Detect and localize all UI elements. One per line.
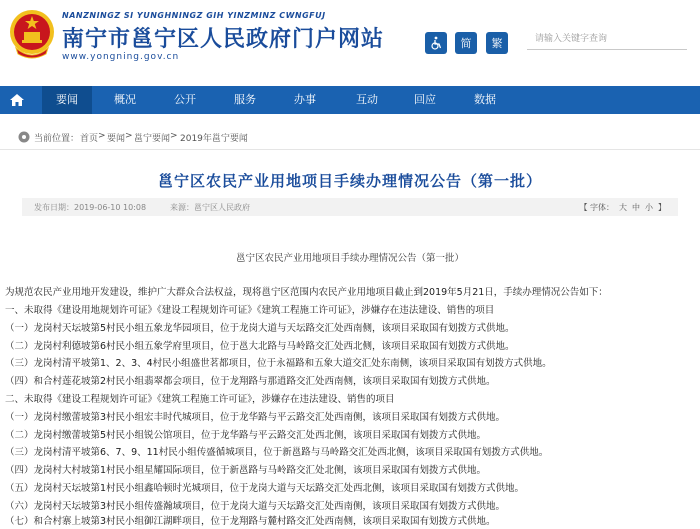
site-pinyin: NANZNINGZ SI YUNGHNINGZ GIH YINZMINZ CWNGFUJ <box>62 11 326 20</box>
breadcrumb <box>0 124 700 150</box>
nav-item-affairs[interactable]: 办事 <box>294 93 316 106</box>
font-size-small-button[interactable]: 小 <box>645 203 653 212</box>
article-paragraph: （三）龙岗村清平坡第1、2、3、4村民小组盛世茗都项目，位于永福路和五象大道交汇处东南侧，该项目采取国有划拨方式供地。 <box>5 358 552 369</box>
article-paragraph: 一、未取得《建设用地规划许可证》《建设工程规划许可证》《建筑工程施工许可证》，涉嫌存在违法建设、销售的项目 <box>5 305 495 316</box>
article-paragraph: （七）和合村寨上坡第3村民小组御江湖畔项目，位于龙翔路与麓村路交汇处西南侧，该项目采取国有划拨方式供地。 <box>5 516 496 527</box>
article-paragraph: （四）龙岗村大村坡第1村民小组星耀国际项目，位于新邕路与马岭路交汇处北侧，该项目采取国有划拨方式供地。 <box>5 465 487 476</box>
national-emblem-icon <box>8 8 56 60</box>
article-paragraph: 为规范农民产业用地开发建设，维护广大群众合法权益，现将邕宁区范围内农民产业用地项目截止到2019年5月21日，手续办理情况公告如下： <box>5 287 608 298</box>
breadcrumb-local-news[interactable]: 邕宁要闻 <box>134 134 171 144</box>
breadcrumb-separator: > <box>170 131 178 141</box>
article-paragraph: （四）和合村莲花坡第2村民小组翡翠都会项目，位于龙翔路与那逍路交汇处西南侧，该项目采取国有划拨方式供地。 <box>5 376 496 387</box>
article-paragraph: （二）龙岗村缴蕾坡第5村民小组锐公馆项目，位于龙华路与平云路交汇处西北侧，该项目采取国有划拨方式供地。 <box>5 430 487 441</box>
article-paragraph: （三）龙岗村清平坡第6、7、9、11村民小组传盛循城项目，位于新邕路与马岭路交汇处西北侧，该项目采取国有划拨方式供地。 <box>5 447 549 458</box>
nav-item-data[interactable]: 数据 <box>474 93 496 106</box>
publish-time: 发布日期：2019-06-10 10:08 <box>34 203 147 212</box>
search-input[interactable] <box>527 28 687 50</box>
breadcrumb-home[interactable]: 首页 <box>80 134 99 144</box>
nav-item-service[interactable]: 服务 <box>234 93 256 106</box>
font-size-control <box>579 202 666 213</box>
article-title: 邕宁区农民产业用地项目手续办理情况公告（第一批） <box>157 172 542 190</box>
font-size-close: 】 <box>658 203 666 212</box>
font-size-large-button[interactable]: 大 <box>619 203 627 212</box>
location-icon <box>18 131 30 143</box>
article-source: 来源：邕宁区人民政府 <box>170 203 250 212</box>
breadcrumb-prefix: 当前位置： <box>34 134 80 144</box>
article-meta-bar <box>22 198 678 216</box>
article-paragraph: （二）龙岗村利德坡第6村民小组五象学府里项目，位于邕大北路与马岭路交汇处西北侧，该项目采取国有划拨方式供地。 <box>5 341 515 352</box>
wheelchair-icon <box>429 36 443 50</box>
nav-item-response[interactable]: 回应 <box>414 93 436 106</box>
article-paragraph: （一）龙岗村天坛坡第5村民小组五象龙华园项目，位于龙岗大道与天坛路交汇处西南侧，该项目采取国有划拨方式供地。 <box>5 323 515 334</box>
home-icon[interactable] <box>10 94 24 106</box>
traditional-chinese-button[interactable]: 繁 <box>486 32 508 54</box>
site-domain: www.yongning.gov.cn <box>62 52 180 62</box>
main-nav <box>0 86 700 114</box>
nav-item-news[interactable]: 要闻 <box>42 86 92 114</box>
nav-item-public[interactable]: 公开 <box>174 93 196 106</box>
breadcrumb-year-news[interactable]: 2019年邕宁要闻 <box>180 134 248 144</box>
font-size-medium-button[interactable]: 中 <box>632 203 640 212</box>
article-paragraph: 二、未取得《建设工程规划许可证》《建筑工程施工许可证》，涉嫌存在违法建设、销售的项目 <box>5 394 395 405</box>
article-subtitle: 邕宁区农民产业用地项目手续办理情况公告（第一批） <box>235 253 464 264</box>
breadcrumb-separator: > <box>98 131 106 141</box>
nav-item-overview[interactable]: 概况 <box>114 93 136 106</box>
breadcrumb-separator: > <box>125 131 133 141</box>
font-size-label: 【 字体： <box>579 203 614 212</box>
site-header <box>0 0 700 78</box>
site-title[interactable]: 南宁市邕宁区人民政府门户网站 <box>62 27 385 52</box>
accessibility-button[interactable] <box>425 32 447 54</box>
article-paragraph: （五）龙岗村天坛坡第1村民小组鑫哈顿时光城项目，位于龙岗大道与天坛路交汇处西北侧，该项目采取国有划拨方式供地。 <box>5 483 525 494</box>
breadcrumb-news[interactable]: 要闻 <box>107 134 126 144</box>
nav-item-interaction[interactable]: 互动 <box>356 93 378 106</box>
simplified-chinese-button[interactable]: 简 <box>455 32 477 54</box>
article-paragraph: （六）龙岗村天坛坡第3村民小组传盛瀚域项目，位于龙岗大道与天坛路交汇处西南侧，该项目采取国有划拨方式供地。 <box>5 501 506 512</box>
article-paragraph: （一）龙岗村缴蕾坡第3村民小组宏丰时代城项目，位于龙华路与平云路交汇处西南侧，该项目采取国有划拨方式供地。 <box>5 412 506 423</box>
